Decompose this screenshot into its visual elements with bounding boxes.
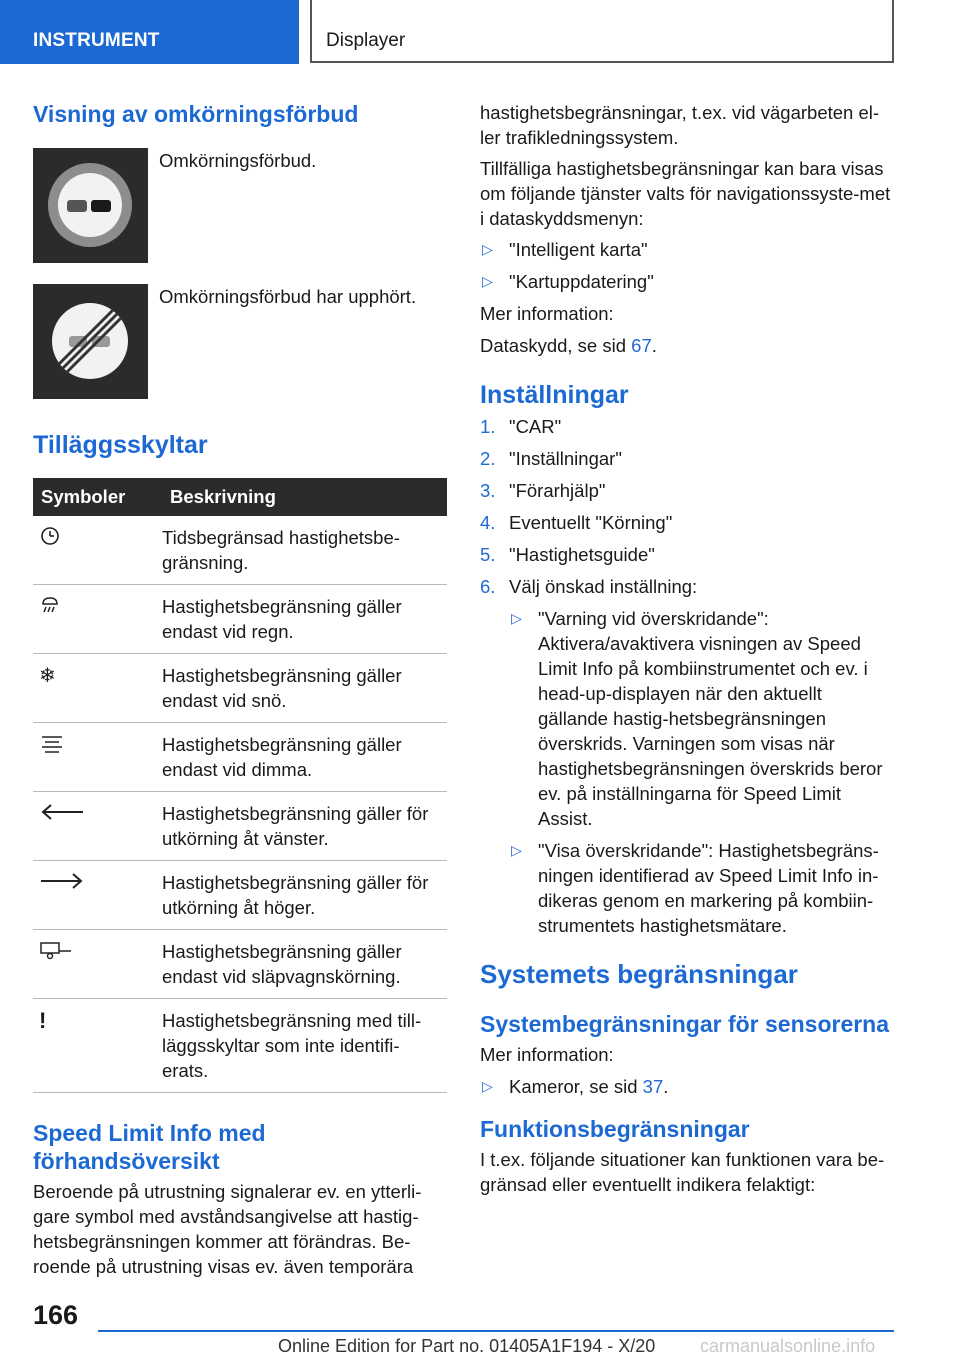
section-label: Displayer xyxy=(326,30,406,51)
right-column xyxy=(480,100,894,1197)
table-row xyxy=(33,792,447,861)
section-header xyxy=(310,0,894,63)
rain-icon xyxy=(39,594,61,616)
footer-edition: Online Edition for Part no. 01405A1F194 - X/20 xyxy=(278,1336,656,1356)
option-list xyxy=(509,606,894,938)
col-header-description: Beskrivning xyxy=(162,478,447,516)
heading-system-limits: Systemets begränsningar xyxy=(480,959,798,989)
page-link-67[interactable]: 67 xyxy=(631,335,652,356)
table-cell-desc: Hastighetsbegränsning gäller endast vid snö. xyxy=(162,654,447,723)
list-item: 1. "CAR" xyxy=(480,416,562,437)
heading-additional-signs: Tilläggsskyltar xyxy=(33,431,208,459)
cameras-list xyxy=(480,1074,894,1099)
table-header-row xyxy=(33,478,447,516)
data-protection-ref: Dataskydd, se sid 67. xyxy=(480,335,657,356)
footer-divider xyxy=(98,1330,894,1332)
table-row xyxy=(33,930,447,999)
trailer-icon xyxy=(39,939,73,961)
table-row xyxy=(33,999,447,1093)
list-item: 6. Välj önskad inställning: ▷ "Varning vid överskridande": Aktivera/avaktivera visningen av Speed Limit Info på kombiinstrumentet och ev. i head-up-displayen när den aktuellt gällande hastig-hetsbegränsningen överskrids. Varningen som visas när hastighetsbegränsningen överskrids beror ev. på inställningarna för Speed Limit Assist. ▷ "Visa överskridande": Hastighetsbegräns-ningen identifierad av Speed Limit Info in-dikeras genom en markering på kombiin-strumentets hastighetsmätare. xyxy=(480,574,894,938)
table-cell-desc: Hastighetsbegränsning med till-läggsskyltar som inte identifi-erats. xyxy=(162,999,447,1093)
function-limits-paragraph: I t.ex. följande situationer kan funktionen vara be-gränsad eller eventuellt indikera felaktigt: xyxy=(480,1149,885,1195)
snowflake-icon: ❄ xyxy=(39,665,56,687)
list-item: ▷ "Varning vid överskridande": Aktivera/avaktivera visningen av Speed Limit Info på kombiinstrumentet och ev. i head-up-displayen när den aktuellt gällande hastig-hetsbegränsningen överskrids. Varningen som visas när hastighetsbegränsningen överskrids beror ev. på inställningarna för Speed Limit Assist. xyxy=(511,608,883,829)
settings-steps xyxy=(480,414,894,938)
temporary-limits-paragraph: Tillfälliga hastighetsbegränsningar kan bara visas om följande tjänster valts för navigationssyste-met i dataskyddsmenyn: xyxy=(480,158,891,229)
additional-signs-table xyxy=(33,478,447,1093)
triangle-bullet-icon: ▷ xyxy=(511,842,522,858)
heading-settings: Inställningar xyxy=(480,381,629,409)
list-item: 2. "Inställningar" xyxy=(480,448,622,469)
chapter-tab xyxy=(0,0,299,64)
sign-desc-end-overtaking: Omkörningsförbud har upphört. xyxy=(159,286,417,307)
list-item: 4. Eventuellt "Körning" xyxy=(480,512,673,533)
table-row xyxy=(33,585,447,654)
table-row xyxy=(33,516,447,585)
heading-speed-limit-preview: Speed Limit Info med förhandsöversikt xyxy=(33,1120,266,1174)
heading-sensor-limits: Systembegränsningar för sensorerna xyxy=(480,1011,890,1037)
triangle-bullet-icon: ▷ xyxy=(482,273,493,289)
sign-row-no-overtaking xyxy=(33,148,447,264)
heading-overtaking: Visning av omkörningsförbud xyxy=(33,101,359,127)
sign-row-end-overtaking xyxy=(33,284,447,400)
heading-function-limits: Funktionsbegränsningar xyxy=(480,1116,750,1142)
end-no-overtaking-sign-icon xyxy=(33,284,148,399)
no-overtaking-sign-icon xyxy=(33,148,148,263)
table-cell-desc: Tidsbegränsad hastighetsbe-gränsning. xyxy=(162,516,447,585)
more-info-label-2: Mer information: xyxy=(480,1044,614,1065)
triangle-bullet-icon: ▷ xyxy=(482,1078,493,1094)
list-item: ▷ "Visa överskridande": Hastighetsbegräns-ningen identifierad av Speed Limit Info in-dikeras genom en markering på kombiin-strumentets hastighetsmätare. xyxy=(511,840,879,936)
list-item: ▷ Kameror, se sid 37. xyxy=(482,1076,669,1097)
table-cell-desc: Hastighetsbegränsning gäller endast vid dimma. xyxy=(162,723,447,792)
table-row xyxy=(33,654,447,723)
fog-icon xyxy=(39,732,65,754)
table-cell-desc: Hastighetsbegränsning gäller för utkörning åt höger. xyxy=(162,861,447,930)
watermark: carmanualsonline.info xyxy=(700,1336,876,1356)
triangle-bullet-icon: ▷ xyxy=(482,241,493,257)
arrow-left-icon xyxy=(39,801,85,823)
page-link-37[interactable]: 37 xyxy=(642,1076,664,1097)
list-item: 5. "Hastighetsguide" xyxy=(480,544,655,565)
arrow-right-icon xyxy=(39,870,85,892)
table-cell-desc: Hastighetsbegränsning gäller endast vid släpvagnskörning. xyxy=(162,930,447,999)
col-header-symbols: Symboler xyxy=(33,478,162,516)
services-list xyxy=(480,237,894,294)
table-row xyxy=(33,861,447,930)
list-item: 3. "Förarhjälp" xyxy=(480,480,606,501)
more-info-label: Mer information: xyxy=(480,303,614,324)
exclamation-icon: ! xyxy=(39,1008,47,1033)
table-cell-desc: Hastighetsbegränsning gäller för utkörning åt vänster. xyxy=(162,792,447,861)
left-column xyxy=(33,100,447,1279)
table-row xyxy=(33,723,447,792)
clock-icon xyxy=(39,525,61,547)
page-number: 166 xyxy=(33,1300,79,1330)
table-cell-desc: Hastighetsbegränsning gäller endast vid regn. xyxy=(162,585,447,654)
triangle-bullet-icon: ▷ xyxy=(511,610,522,626)
list-item: ▷ "Intelligent karta" xyxy=(482,239,648,260)
list-item: ▷ "Kartuppdatering" xyxy=(482,271,654,292)
sign-desc-no-overtaking: Omkörningsförbud. xyxy=(159,150,317,171)
preview-paragraph: Beroende på utrustning signalerar ev. en ytterli-gare symbol med avståndsangivelse att hastig-hetsbegränsningen kommer att förändras. Be-roende på utrustning visas ev. även temporära xyxy=(33,1181,422,1277)
chapter-label: INSTRUMENT xyxy=(33,30,160,51)
continued-paragraph: hastighetsbegränsningar, t.ex. vid vägarbeten el-ler trafikledningssystem. xyxy=(480,102,880,148)
